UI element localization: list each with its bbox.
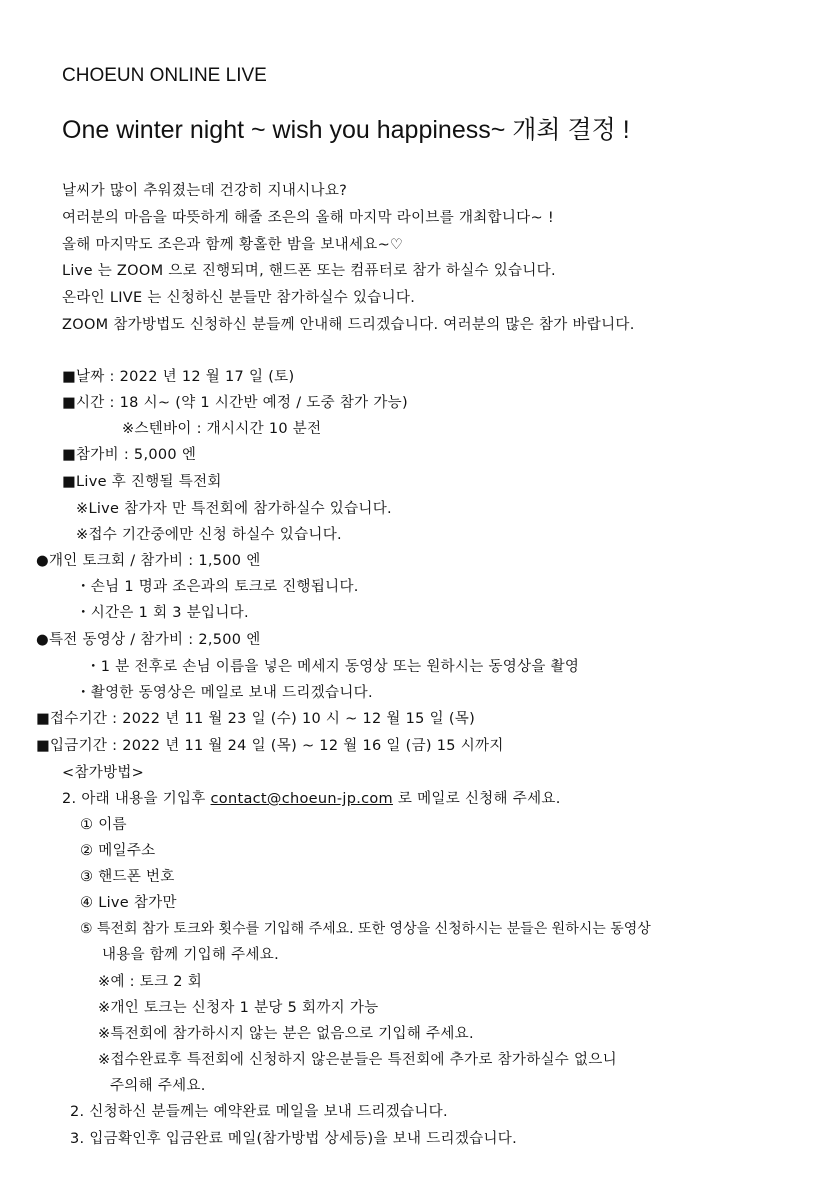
how-to-heading: <참가방법>: [62, 765, 145, 781]
page-title: One winter night ~ wish you happiness~ 개최 결정 !: [62, 116, 630, 144]
video-item: ・1 분 전후로 손님 이름을 넣은 메세지 동영상 또는 원하시는 동영상을 촬영: [86, 659, 580, 675]
talk-item: ・시간은 1 회 3 분입니다.: [76, 605, 249, 621]
step-2: 2. 신청하신 분들께는 예약완료 메일을 보내 드리겠습니다.: [70, 1104, 448, 1120]
step-3: 3. 입금확인후 입금완료 메일(참가방법 상세등)을 보내 드리겠습니다.: [70, 1131, 517, 1147]
step-1: [62, 790, 561, 808]
intro-line: 여러분의 마음을 따뜻하게 해줄 조은의 올해 마지막 라이브를 개최합니다~ !: [62, 210, 554, 226]
video-heading: ●특전 동영상 / 참가비 : 2,500 엔: [36, 632, 261, 648]
intro-line: 올해 마지막도 조은과 함께 황홀한 밤을 보내세요~♡: [62, 237, 404, 253]
video-item: ・촬영한 동영상은 메일로 보내 드리겠습니다.: [76, 685, 373, 701]
note-item-continued: 주의해 주세요.: [110, 1078, 206, 1094]
event-date: ■날짜 : 2022 년 12 월 17 일 (토): [62, 369, 295, 385]
note-item: ※예 : 토크 2 회: [98, 974, 203, 990]
intro-line: 온라인 LIVE 는 신청하신 분들만 참가하실수 있습니다.: [62, 290, 416, 306]
intro-line: ZOOM 참가방법도 신청하신 분들께 안내해 드리겠습니다. 여러분의 많은 참가 바랍니다.: [62, 317, 635, 333]
note-item: ※개인 토크는 신청자 1 분당 5 회까지 가능: [98, 1000, 379, 1016]
field-item-continued: 내용을 함께 기입해 주세요.: [102, 947, 280, 963]
step-1-prefix: 2. 아래 내용을 기입후: [62, 791, 211, 807]
payment-period: ■입금기간 : 2022 년 11 월 24 일 (목) ~ 12 월 16 일 (금) 15 시까지: [36, 738, 504, 754]
org-name: CHOEUN ONLINE LIVE: [62, 65, 267, 86]
talk-item: ・손님 1 명과 조은과의 토크로 진행됩니다.: [76, 579, 359, 595]
special-event-heading: ■Live 후 진행될 특전회: [62, 474, 222, 490]
field-item: ② 메일주소: [80, 843, 156, 859]
intro-line: Live 는 ZOOM 으로 진행되며, 핸드폰 또는 컴퓨터로 참가 하실수 있습니다.: [62, 263, 556, 279]
field-item: ⑤ 특전회 참가 토크와 횟수를 기입해 주세요. 또한 영상을 신청하시는 분들은 원하시는 동영상: [80, 921, 651, 937]
contact-email-link[interactable]: contact@choeun-jp.com: [210, 791, 393, 807]
reception-period: ■접수기간 : 2022 년 11 월 23 일 (수) 10 시 ~ 12 월 15 일 (목): [36, 711, 476, 727]
field-item: ④ Live 참가만: [80, 895, 177, 911]
intro-line: 날씨가 많이 추워졌는데 건강히 지내시나요?: [62, 183, 348, 199]
field-item: ① 이름: [80, 817, 127, 833]
field-item: ③ 핸드폰 번호: [80, 869, 175, 885]
note-item: ※특전회에 참가하시지 않는 분은 없음으로 기입해 주세요.: [98, 1026, 474, 1042]
step-1-suffix: 로 메일로 신청해 주세요.: [392, 791, 561, 807]
talk-heading: ●개인 토크회 / 참가비 : 1,500 엔: [36, 553, 261, 569]
note-item: ※접수완료후 특전회에 신청하지 않은분들은 특전회에 추가로 참가하실수 없으니: [98, 1052, 617, 1068]
special-note: ※접수 기간중에만 신청 하실수 있습니다.: [76, 527, 342, 543]
event-fee: ■참가비 : 5,000 엔: [62, 447, 197, 463]
special-note: ※Live 참가자 만 특전회에 참가하실수 있습니다.: [76, 501, 392, 517]
event-time: ■시간 : 18 시~ (약 1 시간반 예정 / 도중 참가 가능): [62, 395, 408, 411]
standby-note: ※스텐바이 : 개시시간 10 분전: [122, 421, 322, 437]
